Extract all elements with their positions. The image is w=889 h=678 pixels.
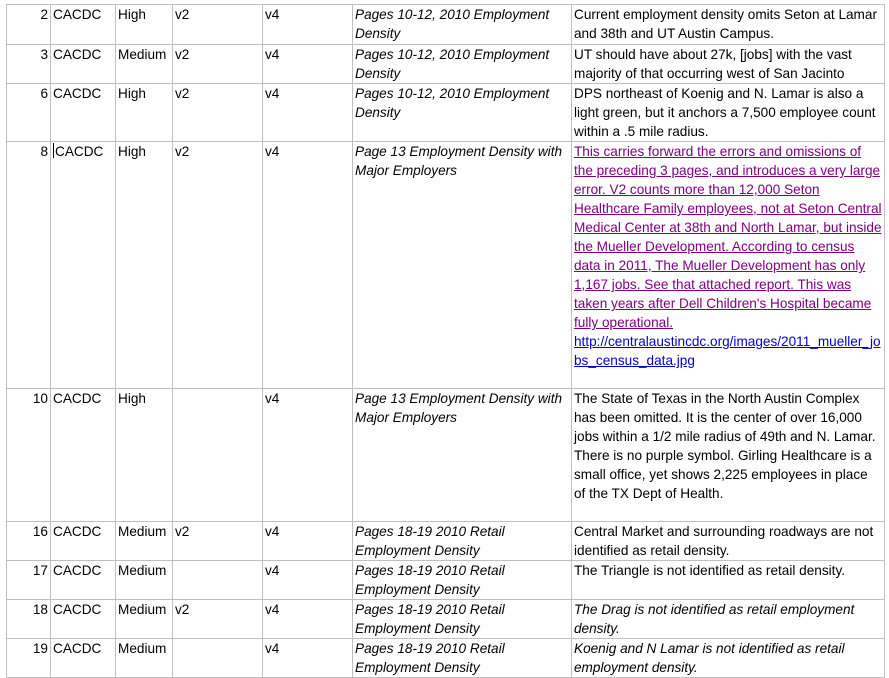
cell-v2[interactable] xyxy=(173,389,263,522)
cell-priority[interactable]: Medium xyxy=(116,522,173,561)
cell-comment[interactable]: UT should have about 27k, [jobs] with the vast majority of that occurring west of San Jacinto xyxy=(572,45,885,84)
cell-organization[interactable]: CACDC xyxy=(51,84,116,142)
cell-comment[interactable]: The Triangle is not identified as retail density. xyxy=(572,561,885,600)
cell-v2[interactable]: v2 xyxy=(173,84,263,142)
cell-organization[interactable]: CACDC xyxy=(51,561,116,600)
cell-organization[interactable]: CACDC xyxy=(51,45,116,84)
cell-comment[interactable]: Current employment density omits Seton at Lamar and 38th and UT Austin Campus. xyxy=(572,5,885,45)
cell-organization-text: CACDC xyxy=(55,144,104,159)
cell-comment[interactable]: The State of Texas in the North Austin Complex has been omitted. It is the center of over 16,000 jobs within a 1/2 mile radius of 49th and N. Lamar. There is no purple symbol. Girling Healthcare is a small office, yet shows 2,225 employees in place of the TX Dept of Health. xyxy=(572,389,885,522)
table-row xyxy=(7,600,885,639)
cell-v4[interactable]: v4 xyxy=(263,561,353,600)
cell-page-reference[interactable]: Pages 18-19 2010 Retail Employment Density xyxy=(353,600,572,639)
cell-priority[interactable]: High xyxy=(116,84,173,142)
cell-organization[interactable]: CACDC xyxy=(51,522,116,561)
cell-organization[interactable] xyxy=(51,142,116,389)
cell-organization[interactable]: CACDC xyxy=(51,600,116,639)
cell-v2[interactable]: v2 xyxy=(173,45,263,84)
census-data-link[interactable]: http://centralaustincdc.org/images/2011_mueller_jobs_census_data.jpg xyxy=(574,334,881,368)
cell-v2[interactable]: v2 xyxy=(173,5,263,45)
cell-priority[interactable]: High xyxy=(116,389,173,522)
cell-priority[interactable]: Medium xyxy=(116,600,173,639)
cell-priority[interactable]: High xyxy=(116,5,173,45)
cell-v2[interactable]: v2 xyxy=(173,600,263,639)
table-row xyxy=(7,142,885,389)
cell-page-reference[interactable]: Pages 10-12, 2010 Employment Density xyxy=(353,84,572,142)
table-row xyxy=(7,84,885,142)
cell-priority[interactable]: High xyxy=(116,142,173,389)
table-row xyxy=(7,389,885,522)
cell-number[interactable]: 6 xyxy=(7,84,51,142)
cell-comment[interactable]: DPS northeast of Koenig and N. Lamar is also a light green, but it anchors a 7,500 employee count within a .5 mile radius. xyxy=(572,84,885,142)
cell-comment[interactable] xyxy=(572,142,885,389)
cell-number[interactable]: 8 xyxy=(7,142,51,389)
cell-v4[interactable]: v4 xyxy=(263,5,353,45)
table-row xyxy=(7,45,885,84)
cell-v4[interactable]: v4 xyxy=(263,84,353,142)
cell-comment[interactable]: The Drag is not identified as retail employment density. xyxy=(572,600,885,639)
cell-page-reference[interactable]: Page 13 Employment Density with Major Employers xyxy=(353,142,572,389)
cell-page-reference[interactable]: Pages 10-12, 2010 Employment Density xyxy=(353,45,572,84)
cell-v4[interactable]: v4 xyxy=(263,45,353,84)
cell-page-reference[interactable]: Pages 18-19 2010 Retail Employment Density xyxy=(353,522,572,561)
cell-page-reference[interactable]: Pages 18-19 2010 Retail Employment Density xyxy=(353,561,572,600)
cell-number[interactable]: 17 xyxy=(7,561,51,600)
cell-number[interactable]: 16 xyxy=(7,522,51,561)
cell-page-reference[interactable]: Page 13 Employment Density with Major Employers xyxy=(353,389,572,522)
cell-v2[interactable]: v2 xyxy=(173,142,263,389)
cell-v2[interactable]: v2 xyxy=(173,522,263,561)
cell-organization[interactable]: CACDC xyxy=(51,389,116,522)
cell-v4[interactable]: v4 xyxy=(263,142,353,389)
table-row xyxy=(7,639,885,678)
cell-v2[interactable] xyxy=(173,639,263,678)
cell-organization[interactable]: CACDC xyxy=(51,5,116,45)
cell-number[interactable]: 10 xyxy=(7,389,51,522)
cell-v4[interactable]: v4 xyxy=(263,639,353,678)
cell-comment[interactable]: Koenig and N Lamar is not identified as retail employment density. xyxy=(572,639,885,678)
table-row xyxy=(7,5,885,45)
cell-comment[interactable]: Central Market and surrounding roadways are not identified as retail density. xyxy=(572,522,885,561)
table-row xyxy=(7,522,885,561)
cell-v4[interactable]: v4 xyxy=(263,522,353,561)
cell-priority[interactable]: Medium xyxy=(116,45,173,84)
comment-hyperlink-visited[interactable]: This carries forward the errors and omissions of the preceding 3 pages, and introduces a very large error. V2 counts more than 12,000 Seton Healthcare Family employees, not at Seton Central Medical Center at 38th and North Lamar, but inside the Mueller Development. According to census data in 2011, The Mueller Development has only 1,167 jobs. See that attached report. This was taken years after Dell Children's Hospital became fully operational. xyxy=(574,144,882,330)
cell-organization[interactable]: CACDC xyxy=(51,639,116,678)
cell-number[interactable]: 2 xyxy=(7,5,51,45)
table-row xyxy=(7,561,885,600)
cell-number[interactable]: 3 xyxy=(7,45,51,84)
cell-priority[interactable]: Medium xyxy=(116,561,173,600)
comments-table xyxy=(6,4,885,678)
cell-v4[interactable]: v4 xyxy=(263,389,353,522)
cell-v2[interactable] xyxy=(173,561,263,600)
cell-v4[interactable]: v4 xyxy=(263,600,353,639)
cell-page-reference[interactable]: Pages 10-12, 2010 Employment Density xyxy=(353,5,572,45)
cell-priority[interactable]: Medium xyxy=(116,639,173,678)
cell-number[interactable]: 18 xyxy=(7,600,51,639)
cell-number[interactable]: 19 xyxy=(7,639,51,678)
text-cursor xyxy=(53,143,54,158)
cell-page-reference[interactable]: Pages 18-19 2010 Retail Employment Density xyxy=(353,639,572,678)
